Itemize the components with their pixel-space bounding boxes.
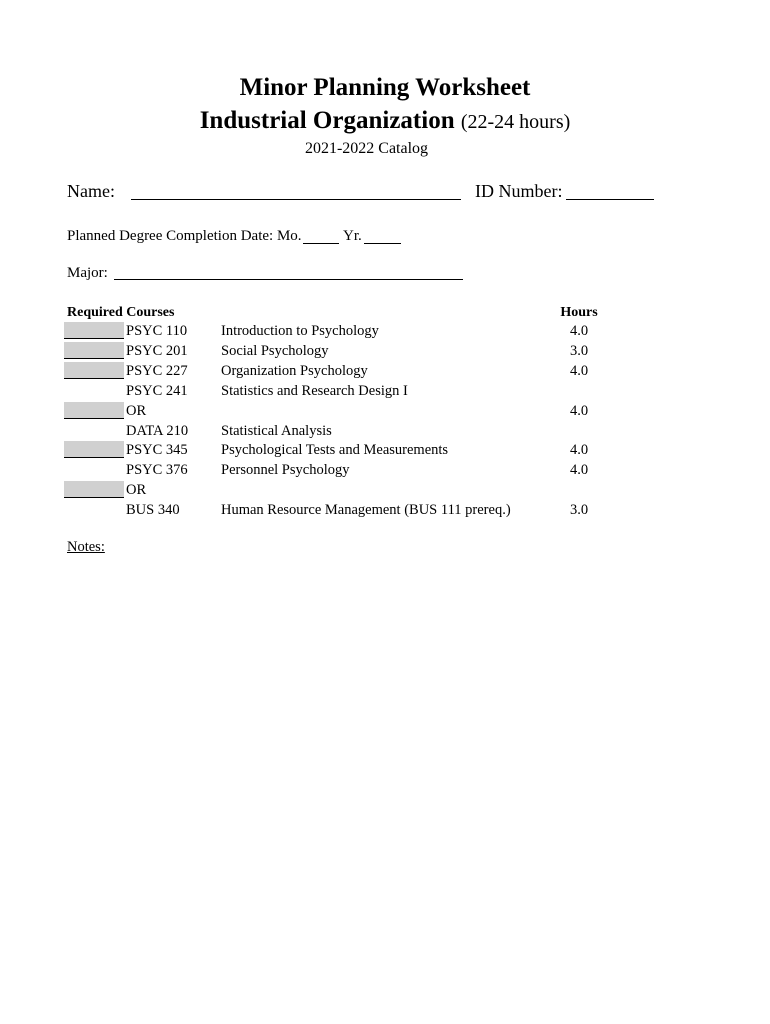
course-title: Statistical Analysis xyxy=(221,423,332,439)
course-code: DATA 210 xyxy=(126,423,189,439)
course-check-psyc227[interactable] xyxy=(64,362,124,379)
course-check-psyc345[interactable] xyxy=(64,441,124,458)
course-code: PSYC 376 xyxy=(126,462,188,478)
course-hours: 3.0 xyxy=(569,343,589,359)
catalog-year: 2021-2022 Catalog xyxy=(304,140,429,157)
course-check-psyc201[interactable] xyxy=(64,342,124,359)
course-title: Statistics and Research Design I xyxy=(221,383,408,399)
course-code: PSYC 201 xyxy=(126,343,188,359)
course-title: Introduction to Psychology xyxy=(221,323,379,339)
completion-year-label: Yr. xyxy=(343,228,362,244)
course-hours: 4.0 xyxy=(569,462,589,478)
page-title: Minor Planning Worksheet xyxy=(239,74,531,101)
required-courses-heading: Required Courses xyxy=(67,305,175,320)
course-code: PSYC 110 xyxy=(126,323,188,339)
completion-year-field[interactable] xyxy=(364,243,401,244)
major-field[interactable] xyxy=(114,279,463,280)
id-number-field[interactable] xyxy=(566,199,654,200)
hours-heading: Hours xyxy=(560,305,598,320)
course-code: PSYC 227 xyxy=(126,363,188,379)
course-title: Social Psychology xyxy=(221,343,329,359)
course-hours: 4.0 xyxy=(569,323,589,339)
id-number-label: ID Number: xyxy=(475,181,563,201)
course-code: PSYC 345 xyxy=(126,442,188,458)
major-label: Major: xyxy=(67,265,108,281)
course-code: PSYC 241 xyxy=(126,383,188,399)
course-code: BUS 340 xyxy=(126,502,180,518)
notes-label: Notes: xyxy=(67,539,105,555)
course-code: OR xyxy=(126,482,147,498)
course-check-psyc376-or-bus340[interactable] xyxy=(64,481,124,498)
course-hours: 4.0 xyxy=(569,363,589,379)
course-hours: 4.0 xyxy=(569,403,589,419)
course-code: OR xyxy=(126,403,147,419)
minor-subtitle xyxy=(0,105,770,138)
name-field[interactable] xyxy=(131,199,461,200)
minor-name: Industrial Organization xyxy=(199,107,455,134)
completion-month-field[interactable] xyxy=(303,243,339,244)
course-check-psyc241-or-data210[interactable] xyxy=(64,402,124,419)
course-check-psyc110[interactable] xyxy=(64,322,124,339)
name-label: Name: xyxy=(67,181,115,201)
course-title: Human Resource Management (BUS 111 prereq.) xyxy=(221,502,511,518)
course-hours: 3.0 xyxy=(569,502,589,518)
minor-hours-range: (22-24 hours) xyxy=(460,111,571,133)
completion-date-label: Planned Degree Completion Date: Mo. xyxy=(67,228,302,244)
course-title: Psychological Tests and Measurements xyxy=(221,442,449,458)
course-title: Organization Psychology xyxy=(221,363,368,379)
course-title: Personnel Psychology xyxy=(221,462,350,478)
course-hours: 4.0 xyxy=(569,442,589,458)
